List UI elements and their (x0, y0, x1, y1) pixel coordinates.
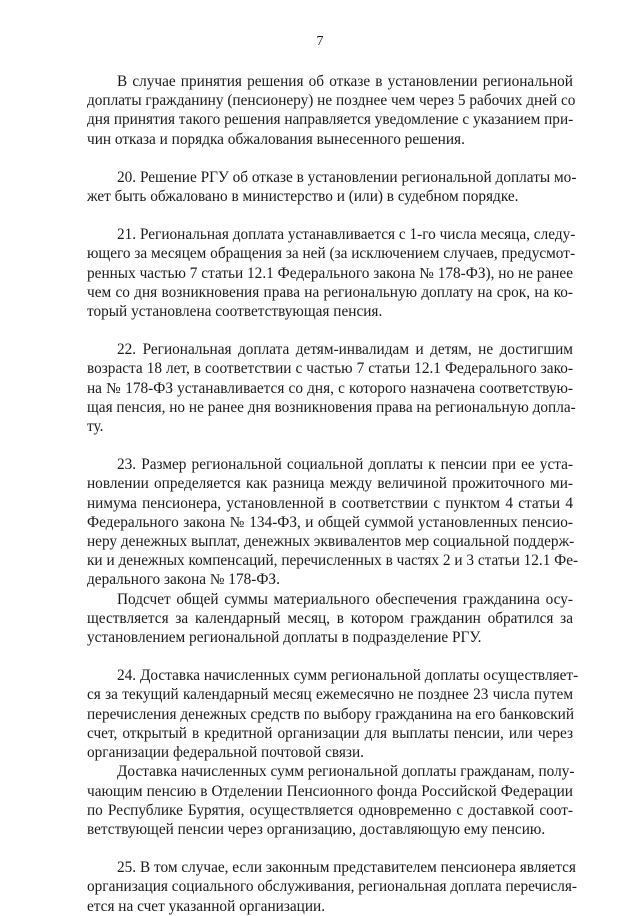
paragraph-item-22 (87, 340, 576, 436)
text-line: жет быть обжаловано в министерство и (или) в судебном порядке. (87, 188, 519, 206)
text-line: дерального закона № 178-ФЗ. (87, 571, 280, 589)
text-line: ренных частью 7 статьи 12.1 Федерального закона № 178-ФЗ), но не ранее (87, 264, 573, 282)
text-line: перечисления денежных средств по выбору гражданина на его банковский (87, 705, 575, 723)
text-line: 25. В том случае, если законным представителем пенсионера является (117, 859, 576, 877)
text-line: щая пенсия, но не ранее дня возникновения права на региональную допла- (87, 398, 576, 416)
text-line: ющего за месяцем обращения за ней (за исключением случаев, предусмот- (87, 245, 576, 263)
text-line: Подсчет общей суммы материального обеспечения гражданина осу- (117, 590, 573, 608)
text-line: нимума пенсионера, установленной в соответствии с пунктом 4 статьи 4 (87, 494, 573, 512)
text-line: Федерального закона № 134-ФЗ, и общей суммой установленных пенсио- (87, 513, 573, 531)
text-line: организация социального обслуживания, региональная доплата перечисля- (87, 878, 577, 896)
text-line: неру денежных выплат, денежных эквивалентов мер социальной поддерж- (87, 533, 575, 551)
text-line: ется на счет указанной организации. (87, 897, 326, 915)
text-line: Доставка начисленных сумм региональной доплаты гражданам, полу- (117, 763, 575, 781)
text-line: новлении определяется как разница между величиной прожиточного ми- (87, 475, 573, 493)
paragraph-item-23 (87, 455, 579, 589)
text-line: торый установлена соответствующая пенсия. (87, 303, 383, 321)
text-line: 24. Доставка начисленных сумм региональной доплаты осуществляет- (117, 667, 579, 685)
paragraph-refusal-notice (87, 72, 576, 149)
text-line: ту. (87, 418, 104, 436)
text-line: ки и денежных компенсаций, перечисленных в частях 2 и 3 статьи 12.1 Фе- (87, 552, 579, 570)
text-line: 23. Размер региональной социальной доплаты к пенсии при ее уста- (117, 456, 573, 474)
paragraph-delivery-pension-fund (87, 762, 573, 839)
text-line: чем со дня возникновения права на региональную доплату на срок, на ко- (87, 283, 573, 301)
text-line: на № 178-ФЗ устанавливается со дня, с которого назначена соответствую- (87, 379, 573, 397)
text-line: чин отказа и порядка обжалования вынесенного решения. (87, 130, 465, 148)
text-line: ся за текущий календарный месяц ежемесячно не позднее 23 числа путем (87, 686, 573, 704)
text-line: 22. Региональная доплата детям-инвалидам и детям, не достигшим (117, 341, 573, 359)
page-number: 7 (316, 34, 324, 49)
paragraph-item-20 (87, 168, 577, 206)
text-line: возраста 18 лет, в соответствии с частью 7 статьи 12.1 Федерального зако- (87, 360, 573, 378)
document-body (87, 72, 579, 916)
text-line: установлением региональной доплаты в подразделение РГУ. (87, 629, 482, 647)
text-line: счет, открытый в кредитной организации для выплаты пенсии, или через (87, 724, 573, 742)
text-line: чающим пенсию в Отделении Пенсионного фонда Российской Федерации (87, 782, 573, 800)
text-line: организации федеральной почтовой связи. (87, 744, 364, 762)
text-line: по Республике Бурятия, осуществляется одновременно с доставкой соот- (87, 801, 573, 819)
text-line: ществляется за календарный месяц, в котором гражданин обратился за (87, 609, 573, 627)
text-line: дня принятия такого решения направляется уведомление с указанием при- (87, 111, 574, 129)
text-line: ветствующей пенсии через организацию, доставляющую ему пенсию. (87, 820, 546, 838)
text-line: доплаты гражданину (пенсионеру) не позднее чем через 5 рабочих дней со (87, 92, 576, 110)
paragraph-item-21 (87, 225, 576, 321)
text-line: 21. Региональная доплата устанавливается с 1-го числа месяца, следу- (117, 226, 576, 244)
paragraph-item-24 (87, 666, 579, 762)
text-line: 20. Решение РГУ об отказе в установлении региональной доплаты мо- (117, 168, 577, 186)
paragraph-item-25 (87, 858, 577, 916)
paragraph-calculation (87, 590, 573, 648)
text-line: В случае принятия решения об отказе в установлении региональной (117, 73, 573, 90)
